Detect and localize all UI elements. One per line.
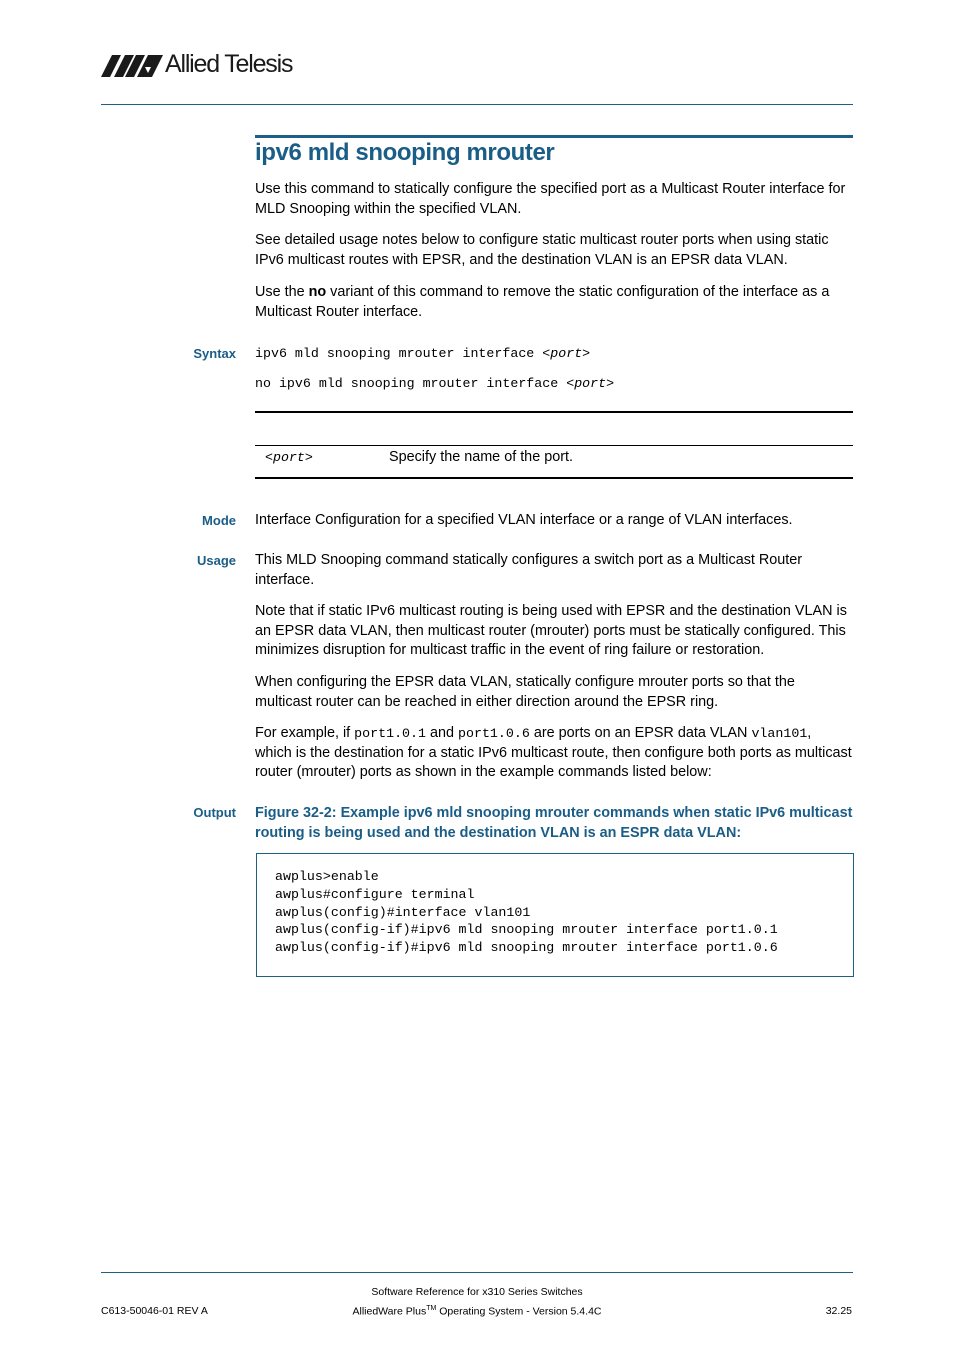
usage-paragraph-2: Note that if static IPv6 multicast routing is being used with EPSR and the destination VLAN is an EPSR data VLAN, then multicast router (mrouter) ports must be statically configured. This minimizes disruption for multicast traffic in the event of ring failure or restoration. (255, 603, 847, 658)
syntax-param: port (550, 346, 583, 361)
header-divider (101, 104, 853, 105)
code-line: awplus>enable (275, 869, 379, 884)
angle-close: > (606, 376, 615, 391)
footer-os-version (0, 1305, 954, 1318)
footer-doc-code: C613-50046-01 REV A (101, 1305, 208, 1317)
param-name: port (272, 450, 305, 465)
os-name: AlliedWare Plus (352, 1305, 427, 1318)
usage-paragraph-4 (255, 724, 855, 783)
usage-paragraph-1: This MLD Snooping command statically configures a switch port as a Multicast Router interface. (255, 552, 803, 588)
output-label: Output (193, 805, 236, 820)
intro-paragraph-1: Use this command to statically configure the specified port as a Multicast Router interface for MLD Snooping within the specified VLAN. (255, 181, 846, 217)
example-text: which is the destination for a static IPv6 multicast route, then configure both ports as multicast router (mrouter) ports as shown in the example commands listed below: (255, 744, 852, 780)
port-code: port1.0.6 (458, 726, 530, 741)
table-top-rule (255, 411, 853, 413)
syntax-no-command: no ipv6 mld snooping mrouter interface (255, 376, 567, 391)
syntax-label: Syntax (193, 346, 236, 361)
table-header-rule (255, 445, 853, 446)
page-number: 32.25 (825, 1305, 852, 1317)
no-variant-prefix: Use the (255, 284, 309, 300)
os-version: Operating System - Version 5.4.4C (436, 1305, 602, 1318)
title-rule (255, 135, 853, 138)
param-description-cell: Specify the name of the port. (389, 449, 573, 465)
mode-label: Mode (202, 513, 236, 528)
logo-wordmark: Allied Telesis (165, 50, 293, 78)
port-code: port1.0.1 (354, 726, 426, 741)
angle-close: > (582, 346, 591, 361)
footer-divider (101, 1272, 853, 1273)
code-line: awplus#configure terminal (275, 886, 475, 902)
footer-doc-title: Software Reference for x310 Series Switches (371, 1286, 583, 1298)
syntax-command: ipv6 mld snooping mrouter interface (255, 346, 543, 361)
param-name-cell (265, 450, 313, 465)
logo-mark-icon (101, 55, 163, 77)
example-text: and (426, 725, 459, 741)
code-line: awplus(config)#interface vlan101 (275, 904, 531, 920)
usage-label: Usage (196, 553, 236, 568)
trademark: TM (426, 1305, 437, 1312)
no-variant-paragraph (255, 283, 855, 322)
angle-open: < (265, 450, 273, 465)
angle-open: < (542, 346, 551, 361)
table-bottom-rule (255, 477, 853, 479)
code-line: awplus(config-if)#ipv6 mld snooping mrouter interface port1.0.6 (275, 940, 778, 956)
mode-text: Interface Configuration for a specified VLAN interface or a range of VLAN interfaces. (255, 512, 793, 528)
code-example-box (256, 853, 854, 977)
angle-close: > (304, 450, 313, 465)
no-keyword: no (308, 284, 327, 300)
no-variant-suffix: variant of this command to remove the static configuration of the interface as a Multicast Router interface. (255, 284, 830, 320)
company-logo (101, 50, 301, 82)
code-line: awplus(config-if)#ipv6 mld snooping mrouter interface port1.0.1 (275, 922, 778, 938)
example-text: , (807, 725, 812, 741)
example-text: For example, if (255, 725, 355, 741)
usage-paragraph-3: When configuring the EPSR data VLAN, statically configure mrouter ports so that the multicast router can be reached in either direction around the EPSR ring. (255, 674, 795, 710)
vlan-code: vlan101 (751, 726, 808, 741)
syntax-param: port (574, 376, 607, 391)
syntax-line-2 (255, 376, 614, 391)
syntax-line-1 (255, 346, 590, 361)
angle-open: < (566, 376, 575, 391)
example-text: are ports on an EPSR data VLAN (529, 725, 752, 741)
figure-caption: Figure 32-2: Example ipv6 mld snooping mrouter commands when static IPv6 multicast routing is being used and the destination VLAN is an ESPR data VLAN: (255, 805, 853, 841)
page-title: ipv6 mld snooping mrouter (255, 139, 555, 166)
intro-paragraph-2: See detailed usage notes below to configure static multicast router ports when using static IPv6 multicast routes with EPSR, and the destination VLAN is an EPSR data VLAN. (255, 232, 829, 268)
